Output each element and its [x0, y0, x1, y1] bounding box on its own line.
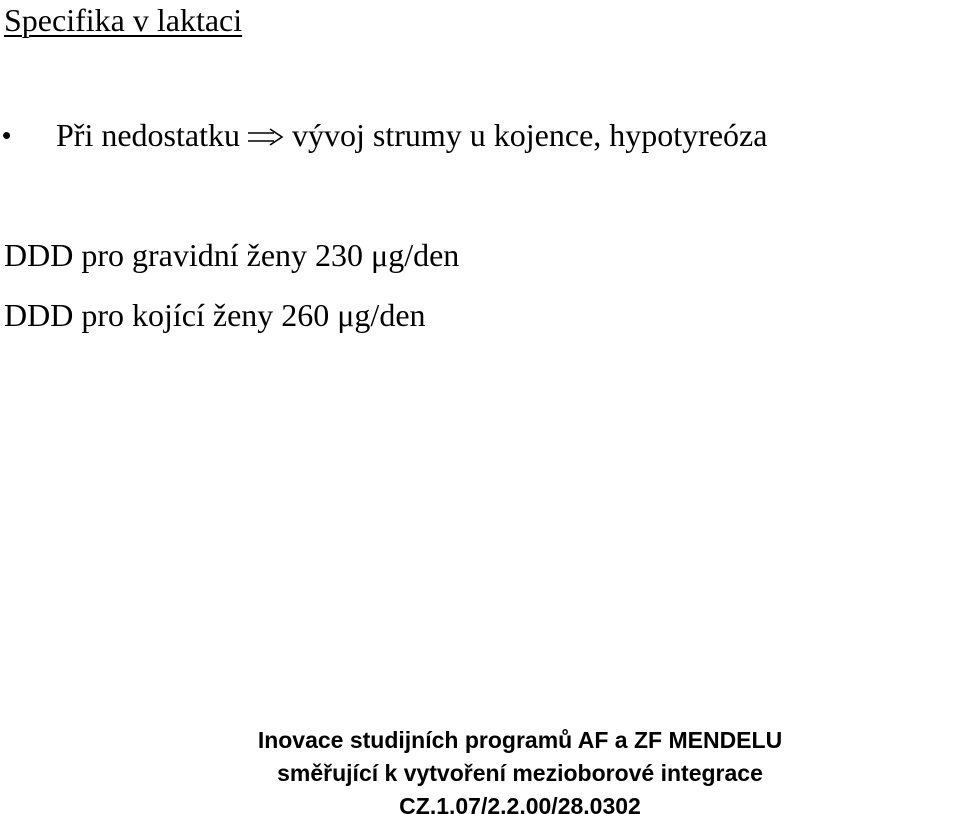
- text-line-lactating: DDD pro kojící ženy 260 μg/den: [4, 297, 426, 333]
- bullet-dot-icon: •: [2, 120, 12, 150]
- slide-title: Specifika v laktaci: [4, 2, 243, 38]
- text-line-gravid: DDD pro gravidní ženy 230 μg/den: [4, 237, 460, 273]
- double-right-arrow-icon: [246, 127, 286, 147]
- footer-line-3: CZ.1.07/2.2.00/28.0302: [399, 793, 641, 814]
- footer-line-2: směřující k vytvoření mezioborové integrace: [277, 760, 763, 786]
- bullet-text-before-arrow: Při nedostatku: [56, 117, 240, 153]
- bullet-item: [0, 113, 960, 157]
- footer-line-1: Inovace studijních programů AF a ZF MENDELU: [257, 727, 783, 753]
- bullet-text: [56, 113, 767, 157]
- bullet-text-after-arrow: vývoj strumy u kojence, hypotyreóza: [291, 117, 768, 153]
